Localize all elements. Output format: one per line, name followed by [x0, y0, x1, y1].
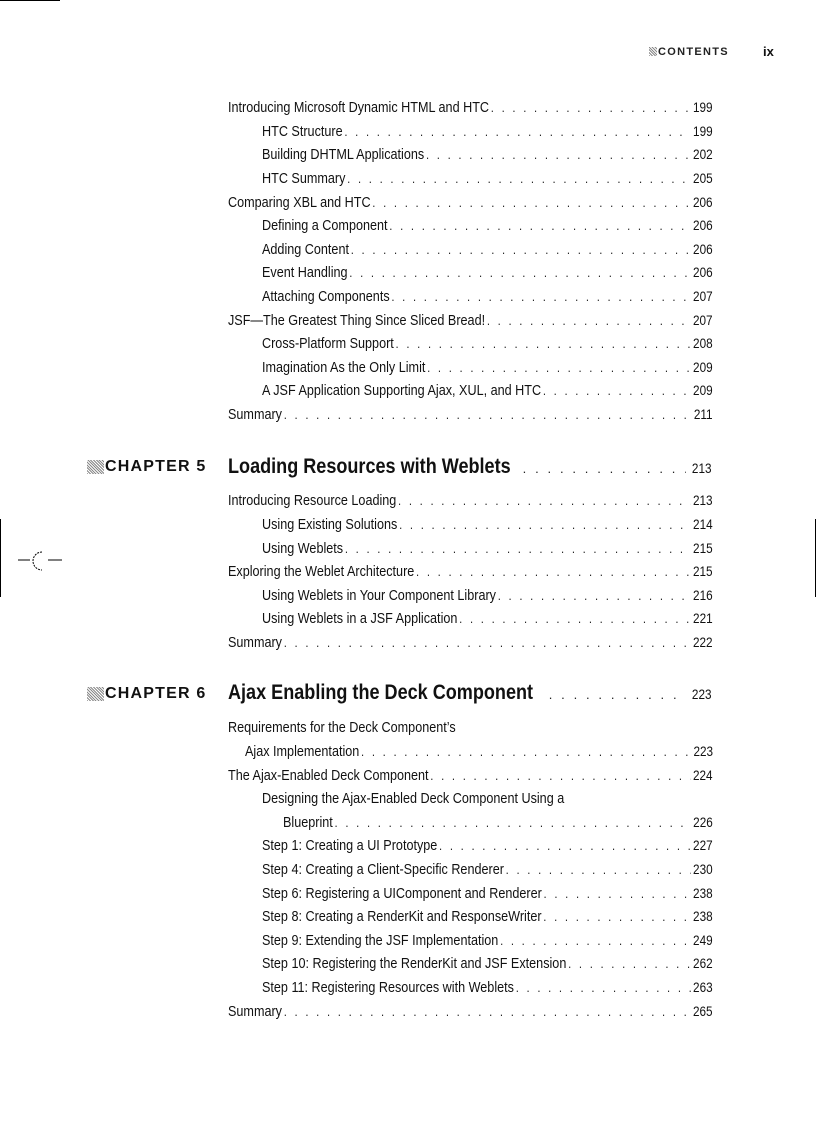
toc-entry: Introducing Microsoft Dynamic HTML and HTC . . . 199	[228, 100, 713, 116]
crop-line-left	[0, 519, 1, 597]
toc-entry: Using Existing Solutions . . . 214	[262, 517, 713, 533]
toc-entry-line: Requirements for the Deck Component’s	[228, 720, 456, 736]
toc-entry: Step 6: Registering a UIComponent and Renderer . . . 238	[262, 886, 713, 902]
page-number: ix	[763, 44, 774, 59]
toc-entry: Using Weblets in Your Component Library . . . 216	[262, 588, 713, 604]
toc-entry: Summary . . . 211	[228, 407, 713, 423]
toc-entry: Summary . . . 222	[228, 635, 713, 651]
toc-entry: Step 4: Creating a Client-Specific Renderer . . . 230	[262, 862, 713, 878]
toc-entry: Building DHTML Applications . . . 202	[262, 147, 713, 163]
toc-entry: Attaching Components . . . 207	[262, 289, 713, 305]
toc-entry: Step 8: Creating a RenderKit and ResponseWriter . . . 238	[262, 909, 713, 925]
toc-entry: Introducing Resource Loading . . . 213	[228, 493, 713, 509]
toc-entry: A JSF Application Supporting Ajax, XUL, and HTC . . . 209	[262, 383, 713, 399]
chapter-label: CHAPTER 5	[87, 458, 206, 476]
registration-mark-icon	[18, 548, 64, 576]
toc-entry-line: Designing the Ajax-Enabled Deck Component Using a	[262, 791, 565, 807]
toc-entry: Blueprint . . . 226	[283, 815, 713, 831]
toc-entry: Cross-Platform Support . . . 208	[262, 336, 713, 352]
toc-entry: Step 10: Registering the RenderKit and JSF Extension . . . 262	[262, 956, 713, 972]
toc-entry: Using Weblets . . . 215	[262, 541, 713, 557]
chapter-hatch-icon	[87, 687, 104, 701]
toc-entry: Step 1: Creating a UI Prototype . . . 227	[262, 838, 713, 854]
chapter-hatch-icon	[87, 460, 104, 474]
header-label: CONTENTS	[658, 46, 729, 58]
header-hatch-icon	[649, 47, 657, 56]
toc-entry: Imagination As the Only Limit . . . 209	[262, 360, 713, 376]
toc-entry: HTC Structure . . . 199	[262, 124, 713, 140]
crop-line-top	[0, 0, 60, 1]
chapter-title: Ajax Enabling the Deck Component	[228, 681, 534, 704]
toc-entry: HTC Summary . . . 205	[262, 171, 713, 187]
chapter-title: Loading Resources with Weblets	[228, 455, 511, 478]
toc-entry: Ajax Implementation . . . 223	[245, 744, 713, 760]
chapter-heading	[228, 455, 712, 479]
toc-entry: Adding Content . . . 206	[262, 242, 713, 258]
toc-entry: Step 11: Registering Resources with Weblets . . . 263	[262, 980, 713, 996]
toc-entry: Defining a Component . . . 206	[262, 218, 713, 234]
toc-entry: JSF—The Greatest Thing Since Sliced Bread! . . . 207	[228, 313, 713, 329]
toc-entry: Summary . . . 265	[228, 1004, 713, 1020]
chapter-page: 223	[692, 687, 712, 702]
chapter-page: 213	[692, 461, 712, 476]
toc-entry: Event Handling . . . 206	[262, 265, 713, 281]
chapter-heading	[228, 681, 712, 705]
toc-entry: Exploring the Weblet Architecture . . . 215	[228, 564, 713, 580]
toc-entry: Step 9: Extending the JSF Implementation . . . 249	[262, 933, 713, 949]
toc-entry: Using Weblets in a JSF Application . . . 221	[262, 611, 713, 627]
toc-entry: The Ajax-Enabled Deck Component . . . 224	[228, 768, 713, 784]
toc-entry: Comparing XBL and HTC . . . 206	[228, 195, 713, 211]
chapter-label: CHAPTER 6	[87, 685, 206, 703]
running-header	[0, 44, 816, 64]
